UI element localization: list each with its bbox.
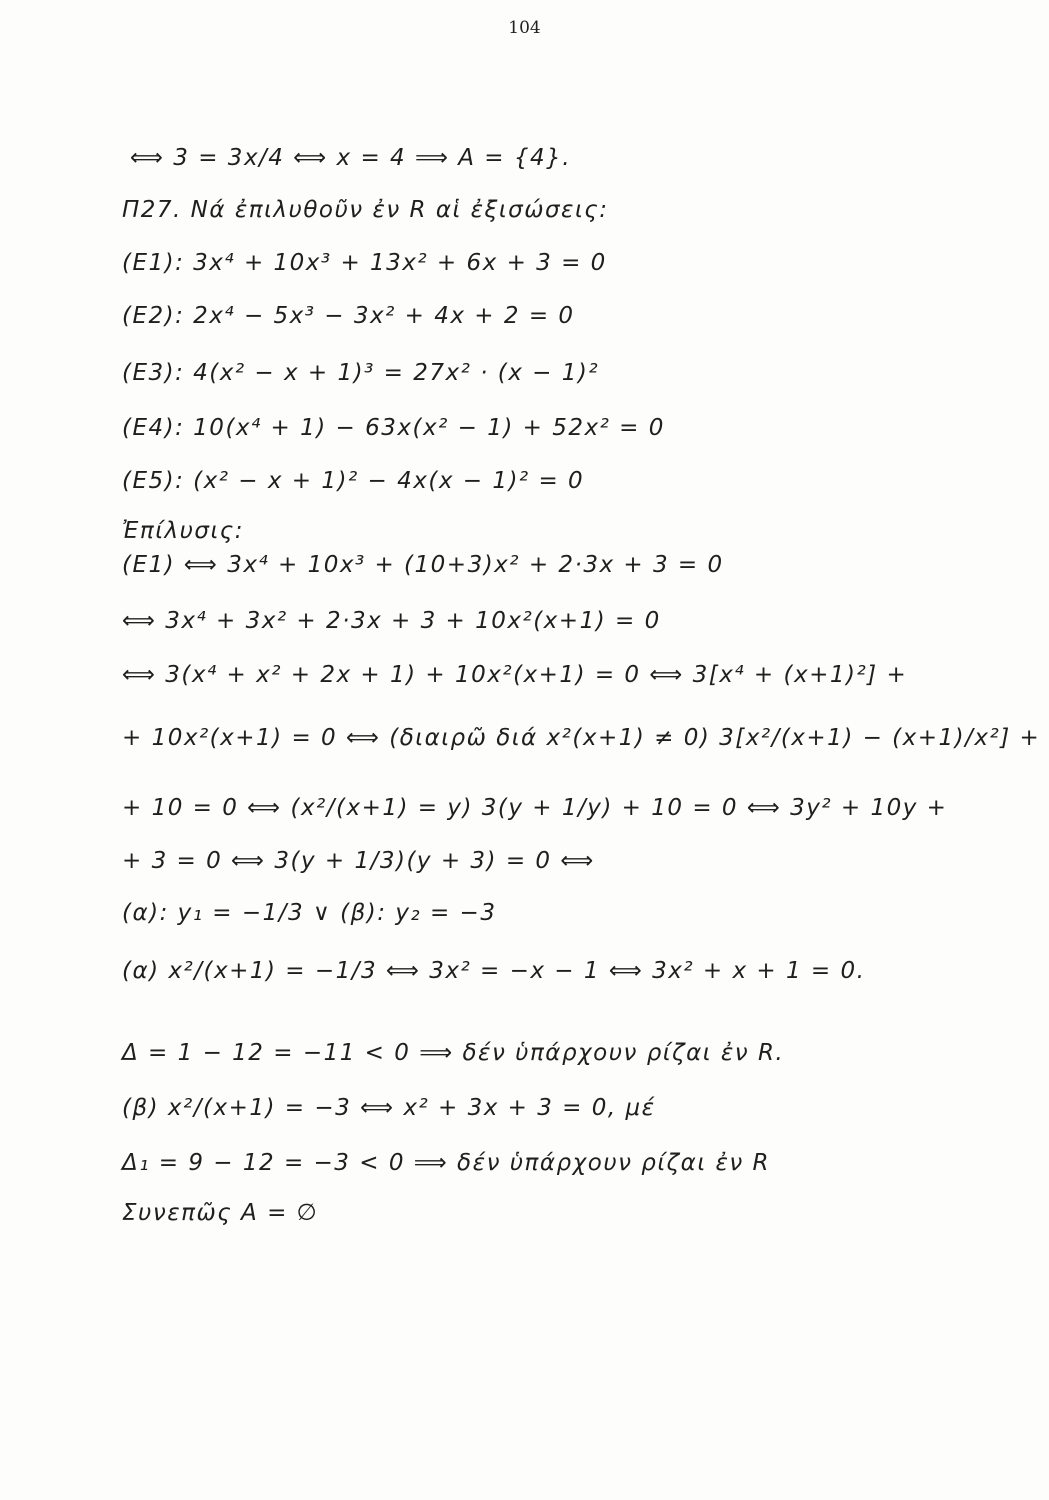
text-line-13: + 10 = 0 ⟺ (x²/(x+1) = y) 3(y + 1/y) + 10 = 0 ⟺ 3y² + 10y + <box>122 795 948 821</box>
text-line-4: (E2): 2x⁴ − 5x³ − 3x² + 4x + 2 = 0 <box>122 303 575 329</box>
page-number: 104 <box>508 18 541 38</box>
text-line-11: ⟺ 3(x⁴ + x² + 2x + 1) + 10x²(x+1) = 0 ⟺ 3[x⁴ + (x+1)²] + <box>122 662 908 688</box>
text-line-10: ⟺ 3x⁴ + 3x² + 2·3x + 3 + 10x²(x+1) = 0 <box>122 608 661 634</box>
text-line-16: (α) x²/(x+1) = −1/3 ⟺ 3x² = −x − 1 ⟺ 3x² + x + 1 = 0. <box>122 958 866 984</box>
text-line-17: Δ = 1 − 12 = −11 < 0 ⟹ δέν ὑπάρχουν ρίζαι ἐν R. <box>122 1040 785 1066</box>
text-line-15: (α): y₁ = −1/3 ∨ (β): y₂ = −3 <box>122 900 497 926</box>
text-line-9: (E1) ⟺ 3x⁴ + 10x³ + (10+3)x² + 2·3x + 3 = 0 <box>122 552 724 578</box>
text-line-6: (E4): 10(x⁴ + 1) − 63x(x² − 1) + 52x² = 0 <box>122 415 665 441</box>
text-line-5: (E3): 4(x² − x + 1)³ = 27x² · (x − 1)² <box>122 360 600 386</box>
text-line-14: + 3 = 0 ⟺ 3(y + 1/3)(y + 3) = 0 ⟺ <box>122 848 595 874</box>
text-line-19: Δ₁ = 9 − 12 = −3 < 0 ⟹ δέν ὑπάρχουν ρίζαι ἐν R <box>122 1150 771 1176</box>
text-line-3: (E1): 3x⁴ + 10x³ + 13x² + 6x + 3 = 0 <box>122 250 607 276</box>
text-line-8: Ἐπίλυσις: <box>122 518 245 544</box>
text-line-1: ⟺ 3 = 3x/4 ⟺ x = 4 ⟹ A = {4}. <box>130 145 572 171</box>
text-line-2: Π27. Νά ἐπιλυθοῦν ἐν R αἱ ἐξισώσεις: <box>122 197 609 223</box>
text-line-20: Συνεπῶς A = ∅ <box>122 1200 319 1226</box>
text-line-7: (E5): (x² − x + 1)² − 4x(x − 1)² = 0 <box>122 468 585 494</box>
text-line-18: (β) x²/(x+1) = −3 ⟺ x² + 3x + 3 = 0, μέ <box>122 1095 656 1121</box>
text-line-12: + 10x²(x+1) = 0 ⟺ (διαιρῶ διά x²(x+1) ≠ 0) 3[x²/(x+1) − (x+1)/x²] + <box>122 725 1041 751</box>
